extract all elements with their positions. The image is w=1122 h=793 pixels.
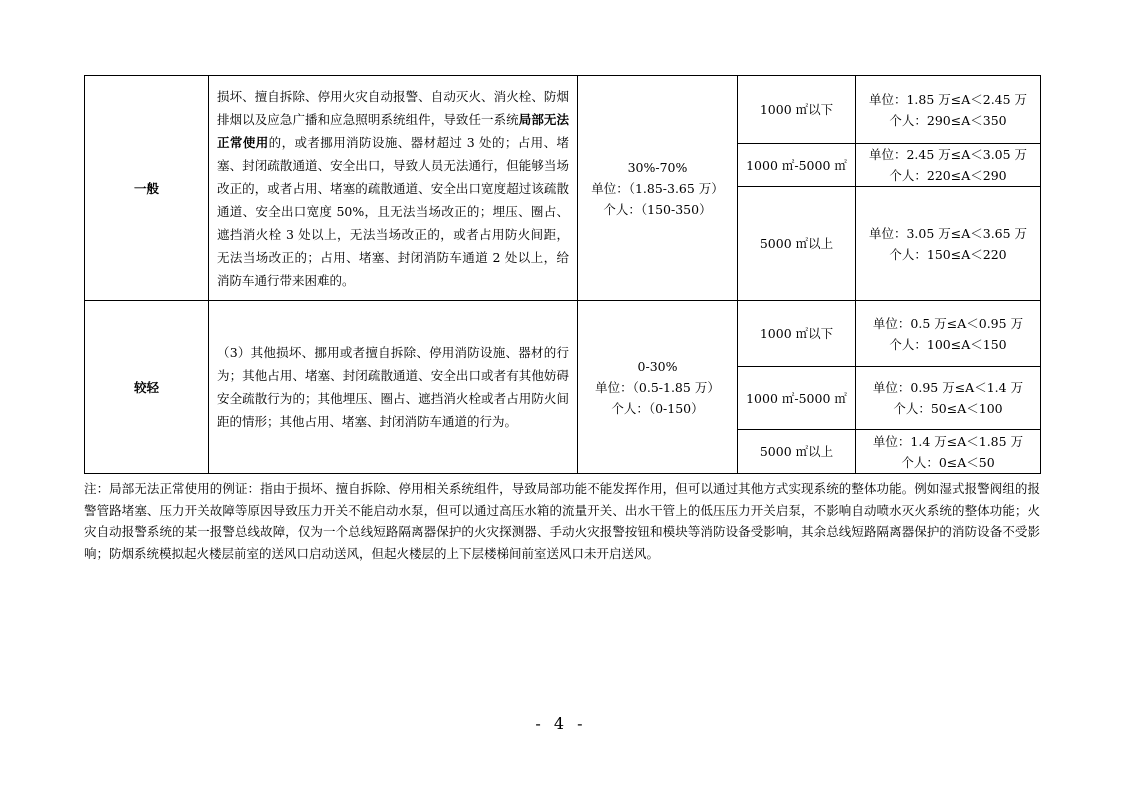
footnote: 注：局部无法正常使用的例证：指由于损坏、擅自拆除、停用相关系统组件，导致局部功能不能发挥作用，但可以通过其他方式实现系统的整体功能。例如湿式报警阀组的报警管路堵塞、压力开关故障等原因导致压力开关不能启动水泵，但可以通过高压水箱的流量开关、出水干管上的低压压力开关启泵，不影响自动喷水灭火系统的整体功能；火灾自动报警系统的某一报警总线故障，仅为一个总线短路隔离器保护的火灾探测器、手动火灾报警按钮和模块等消防设备受影响，其余总线短路隔离器保护的消防设备不受影响；防烟系统模拟起火楼层前室的送风口启动送风，但起火楼层的上下层楼梯间前室送风口未开启送风。 (84, 481, 1040, 561)
person-fine: 个人：100≤A＜150 (889, 336, 1007, 352)
fine-tier-cell (856, 367, 1041, 430)
table-row (85, 301, 1041, 367)
description-text: 的，或者挪用消防设施、器材超过 3 处的；占用、堵塞、封闭疏散通道、安全出口，导致人员无法通行，但能够当场改正的，或者占用、堵塞的疏散通道、安全出口宽度超过该疏散通道、安全出口宽度 50%，且无法当场改正的；埋压、圈占、遮挡消火栓 3 处以上，无法当场改正的，或者占用防火间距，无法当场改正的；占用、堵塞、封闭消防车通道 2 处以上，给消防车通行带来困难的。 (217, 134, 569, 288)
area-cell: 5000 ㎡以上 (738, 430, 856, 474)
page-number: - 4 - (535, 714, 587, 733)
unit-fine-range: 单位：（1.85-3.65 万） (591, 180, 724, 196)
fine-ratio-cell (578, 76, 738, 301)
severity-level-cell: 一般 (85, 76, 209, 301)
fine-tier-cell (856, 187, 1041, 301)
unit-fine: 单位：2.45 万≤A＜3.05 万 (868, 147, 1028, 162)
area-cell: 1000 ㎡以下 (738, 301, 856, 367)
person-fine-range: 个人：（150-350） (603, 201, 712, 217)
fine-ratio: 0-30% (637, 358, 678, 374)
area-cell: 1000 ㎡-5000 ㎡ (738, 367, 856, 430)
unit-fine-range: 单位：（0.5-1.85 万） (595, 379, 720, 395)
unit-fine: 单位：0.5 万≤A＜0.95 万 (872, 315, 1024, 331)
person-fine: 个人：220≤A＜290 (889, 168, 1007, 183)
penalty-table (84, 75, 1041, 474)
person-fine: 个人：150≤A＜220 (889, 246, 1007, 262)
person-fine-range: 个人：（0-150） (611, 400, 704, 416)
person-fine: 个人：290≤A＜350 (889, 112, 1007, 128)
unit-fine: 单位：0.95 万≤A＜1.4 万 (872, 380, 1024, 395)
area-cell: 1000 ㎡-5000 ㎡ (738, 144, 856, 187)
violation-description-cell (209, 301, 578, 474)
unit-fine: 单位：1.85 万≤A＜2.45 万 (868, 91, 1028, 107)
description-text: 损坏、擅自拆除、停用火灾自动报警、自动灭火、消火栓、防烟排烟以及应急广播和应急照明系统组件，导致任一系统 (217, 88, 569, 127)
fine-tier-cell (856, 430, 1041, 474)
violation-description-cell (209, 76, 578, 301)
fine-ratio-cell (578, 301, 738, 474)
person-fine: 个人：50≤A＜100 (893, 401, 1003, 416)
unit-fine: 单位：1.4 万≤A＜1.85 万 (872, 433, 1024, 449)
fine-tier-cell (856, 76, 1041, 144)
table-row (85, 76, 1041, 144)
person-fine: 个人：0≤A＜50 (901, 454, 995, 470)
fine-tier-cell (856, 301, 1041, 367)
severity-level-cell: 较轻 (85, 301, 209, 474)
area-cell: 1000 ㎡以下 (738, 76, 856, 144)
unit-fine: 单位：3.05 万≤A＜3.65 万 (868, 225, 1028, 241)
description-text: （3）其他损坏、挪用或者擅自拆除、停用消防设施、器材的行为；其他占用、堵塞、封闭疏散通道、安全出口或者有其他妨碍安全疏散行为的；其他埋压、圈占、遮挡消火栓或者占用防火间距的情形；其他占用、堵塞、封闭消防车通道的行为。 (217, 345, 569, 429)
fine-tier-cell (856, 144, 1041, 187)
fine-ratio: 30%-70% (627, 159, 688, 175)
description-emphasis: 局部无法正常使用 (217, 111, 569, 150)
area-cell: 5000 ㎡以上 (738, 187, 856, 301)
